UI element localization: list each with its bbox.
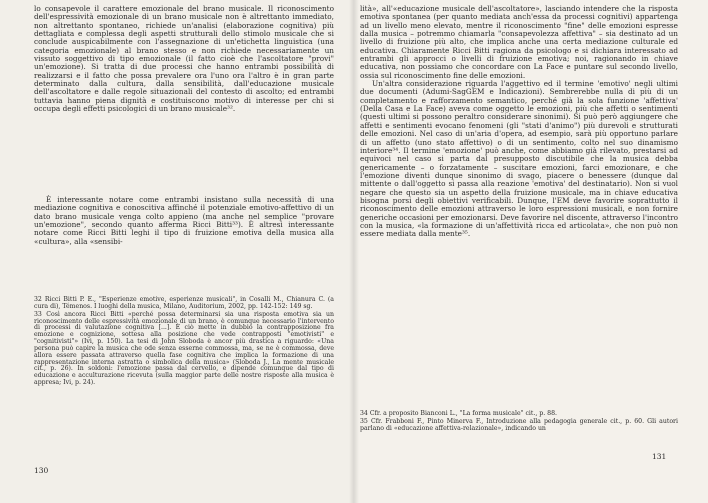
footnote-32: 32 Ricci Bitti P. E., "Esperienze emotive, esperienze musicali", in Cosalli M., Chianura C. (a cura di), Témenos. I luoghi della musica, Milano, Auditorium, 2002, pp. 142-152: 149 sg. bbox=[34, 296, 334, 310]
right-body bbox=[360, 5, 678, 239]
book-gutter bbox=[349, 0, 359, 503]
right-page bbox=[354, 0, 708, 503]
footnote-34: 34 Cfr. a proposito Bianconi L., "La forma musicale" cit., p. 88. bbox=[360, 410, 558, 417]
right-paragraph-2: Un'altra considerazione riguarda l'aggettivo ed il termine 'emotivo' negli ultimi due documenti (Adumi-SagGEM e Indicazioni). Sembrerebbe nulla di più di un completamento e rafforzamento semantico, perché già la sola funzione 'affettiva' (Della Casa e La Face) aveva come oggetto le emozioni, più che affetti o sentimenti (questi ultimi si possono peraltro considerare sinonimi). Si può però aggiungere che affetti e sentimenti evocano fenomeni (gli "stati d'animo") più durevoli e strutturati delle emozioni. Nel caso di un'aria d'opera, ad esempio, sarà più opportuno parlare di un affetto (uno stato affettivo) o di un sentimento, colto nel suo dinamismo interiore³⁴. Il termine 'emozione' può anche, come abbiamo già rilevato, prestarsi ad equivoci nel caso si parta dal presupposto discutibile che la musica debba genericamente – o forzatamente – suscitare emozioni, farci emozionare, e che l'emozione diventi dunque sinonimo di svago, piacere o benessere (dunque dal mittente o dall'oggetto si passa alla reazione 'emotiva' del destinatario). Non si vuol negare che questo sia un aspetto della fruizione musicale, ma in chiave educativa bisogna porsi degli obiettivi verificabili. Dunque, l'EM deve favorire soprattutto il riconoscimento delle emozioni attraverso le loro espressioni musicali, e non fornire generiche occasioni per emozionarsi. Deve favorire nel discente, attraverso l'incontro con la musica, «la formazione di un'affettività ricca ed articolata», che non può non essere mediata dalla mente³⁵. bbox=[360, 79, 678, 239]
left-body bbox=[34, 5, 334, 113]
right-footnotes bbox=[360, 411, 678, 433]
footnote-33: 33 Così ancora Ricci Bitti «perché possa determinarsi sia una risposta emotiva sia un riconoscimento delle espressività emozionale di un brano, è comunque necessario l'intervento di processi di valutazione cognitiva [...]. È ciò mette in dubbio la contrapposizione fra emozione e cognizione, sottesa alla posizione che vede contrapposti "emotivisti" e "cognitivisti"» (Ivi, p. 150). La tesi di John Sloboda è ancor più drastica a riguardo: «Una persona può capire la musica che ode senza esserne commossa, ma, se ne è commossa, deve allora essere passata attraverso quella fase cognitiva che implica la formazione di una rappresentazione interna astratta o simbolica della musica» (Sloboda J., La mente musicale cit., p. 26). In soldoni: l'emozione passa dal cervello, e dipende comunque dal tipo di educazione e acculturazione ricevuta (sulla maggior parte delle nostre risposte alla musica è appresa; Ivi, p. 24). bbox=[34, 310, 334, 387]
left-footnotes bbox=[34, 297, 334, 387]
left-paragraph-2: È interessante notare come entrambi insistano sulla necessità di una mediazione cognitiva e conoscitiva affinché il potenziale emotivo-affettivo di un dato brano musicale venga colto appieno (ma anche nel semplice "provare un'emozione", secondo quanto afferma Ricci Bitti³³). È altresì interessante notare come Ricci Bitti leghi il tipo di fruizione emotiva della musica alla «cultura», alla «sensibi- bbox=[34, 195, 334, 246]
left-paragraph-1: lo consapevole il carattere emozionale del brano musicale. Il riconoscimento dell'espressività emozionale di un brano musicale non è altrettanto immediato, non altrettanto spontaneo, richiede un'analisi (elaborazione cognitiva) più dettagliata e complessa degli aspetti strutturali dello stimolo musicale che si conclude auspicabilmente con l'assegnazione di un'etichetta linguistica (una categoria emozionale) al brano stesso e non richiede necessariamente un vissuto soggettivo di tipo emozionale (il fatto cioè che l'ascoltatore "provi" un'emozione). Si tratta di due processi che hanno entrambi possibilità di realizzarsi e il fatto che possa prevalere ora l'uno ora l'altro è in gran parte determinato dalla cultura, dalla sensibilità, dall'educazione musicale dell'ascoltatore e dalle regole situazionali del contesto di ascolto; ed entrambi tuttavia hanno piena dignità e costituiscono motivo di interesse per chi si occupa degli effetti psicologici di un brano musicale³². bbox=[34, 4, 334, 114]
left-body-2 bbox=[34, 196, 334, 246]
footnote-35: 35 Cfr. Frabboni F., Pinto Minerva F., Introduzione alla pedagogia generale cit., p. 60. Gli autori parlano di «educazione affettiva-relazionale», indicando un bbox=[360, 417, 678, 432]
page-number-left: 130 bbox=[34, 466, 49, 475]
right-paragraph-1: lità», all'«educazione musicale dell'ascoltatore», lasciando intendere che la risposta emotiva spontanea (per quanto mediata anch'essa da processi cognitivi) appartenga ad un livello meno elevato, mentre il riconoscimento "fine" delle emozioni espresse dalla musica – potremmo chiamarla "consapevolezza affettiva" – sia destinato ad un livello di fruizione più alto, che implica anche una certa mediazione culturale ed educativa. Chiaramente Ricci Bitti ragiona da psicologo e si dichiara interessato ad entrambi gli approcci o livelli di fruizione emotiva; noi, ragionando in chiave educativa, non possiamo che concordare con La Face e puntare sul secondo livello, ossia sul riconoscimento fine delle emozioni. bbox=[360, 4, 678, 80]
page-number-right: 131 bbox=[652, 452, 667, 461]
